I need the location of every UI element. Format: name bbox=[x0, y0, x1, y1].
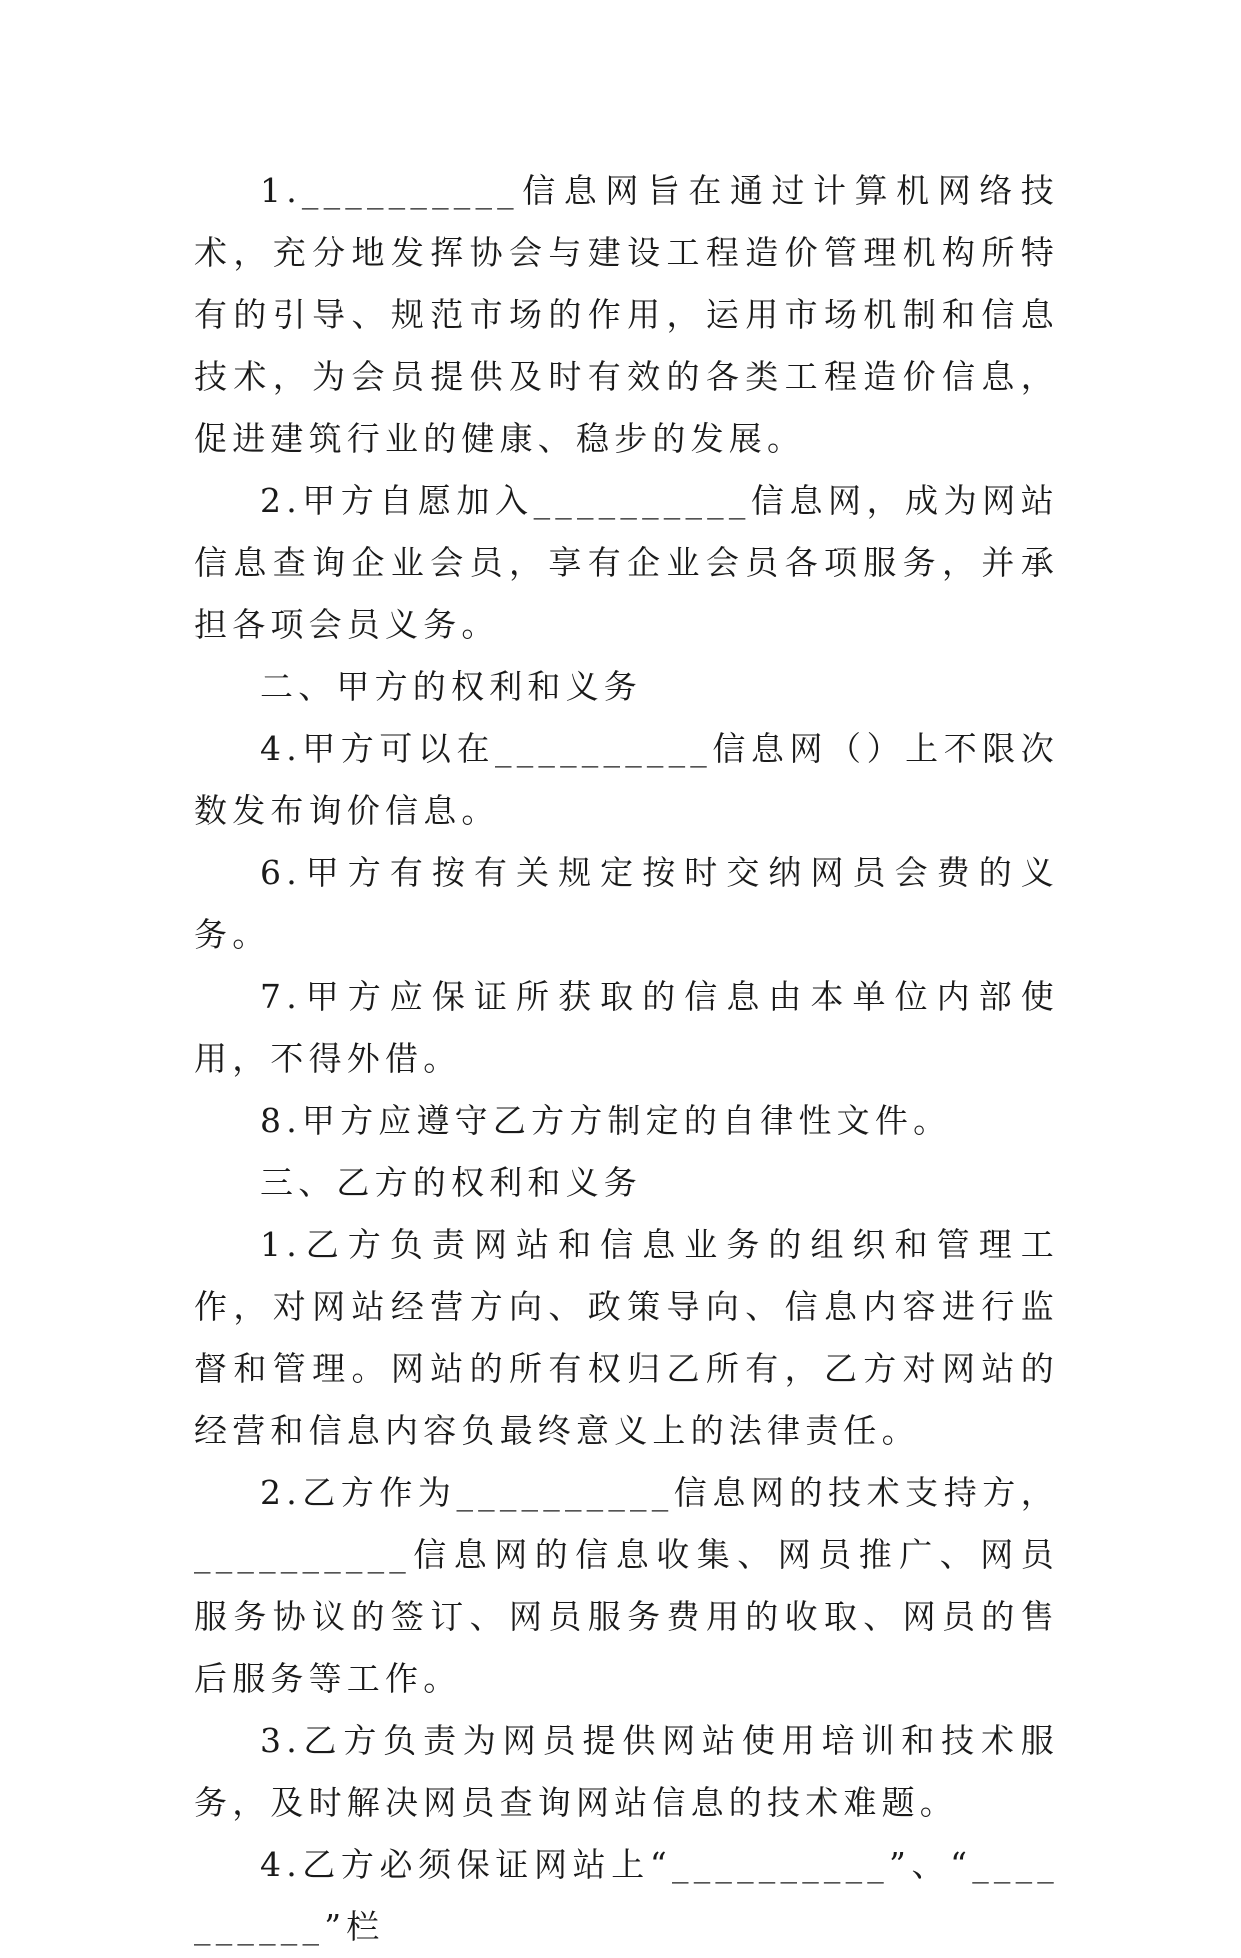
paragraph-6-fees: 6.甲方有按有关规定按时交纳网员会费的义务。 bbox=[194, 853, 1059, 954]
paragraph-4-inquiry: 4.甲方可以在__________信息网（）上不限次数发布询价信息。 bbox=[194, 729, 1059, 830]
paragraph-b4-columns: 4.乙方必须保证网站上“__________”、“__________”栏 bbox=[194, 1845, 1059, 1946]
paragraph-2-membership: 2.甲方自愿加入__________信息网，成为网站信息查询企业会员，享有企业会员各项服务，并承担各项会员义务。 bbox=[194, 481, 1059, 644]
paragraph-1-purpose: 1.__________信息网旨在通过计算机网络技术，充分地发挥协会与建设工程造价管理机构所特有的引导、规范市场的作用，运用市场机制和信息技术，为会员提供及时有效的各类工程造价信息，促进建筑行业的健康、稳步的发展。 bbox=[194, 171, 1059, 458]
paragraph-b1-management: 1.乙方负责网站和信息业务的组织和管理工作，对网站经营方向、政策导向、信息内容进行监督和管理。网站的所有权归乙所有，乙方对网站的经营和信息内容负最终意义上的法律责任。 bbox=[194, 1225, 1059, 1450]
paragraph-7-internal-use: 7.甲方应保证所获取的信息由本单位内部使用，不得外借。 bbox=[194, 977, 1059, 1078]
document-body bbox=[194, 160, 1059, 1958]
paragraph-8-self-discipline: 8.甲方应遵守乙方方制定的自律性文件。 bbox=[260, 1101, 952, 1140]
section-heading-party-a: 二、甲方的权利和义务 bbox=[260, 667, 642, 706]
paragraph-b2-technical-support: 2.乙方作为__________信息网的技术支持方，__________信息网的信息收集、网员推广、网员服务协议的签订、网员服务费用的收取、网员的售后服务等工作。 bbox=[194, 1473, 1059, 1698]
section-heading-party-b: 三、乙方的权利和义务 bbox=[260, 1163, 642, 1202]
paragraph-b3-training: 3.乙方负责为网员提供网站使用培训和技术服务，及时解决网员查询网站信息的技术难题。 bbox=[194, 1721, 1059, 1822]
